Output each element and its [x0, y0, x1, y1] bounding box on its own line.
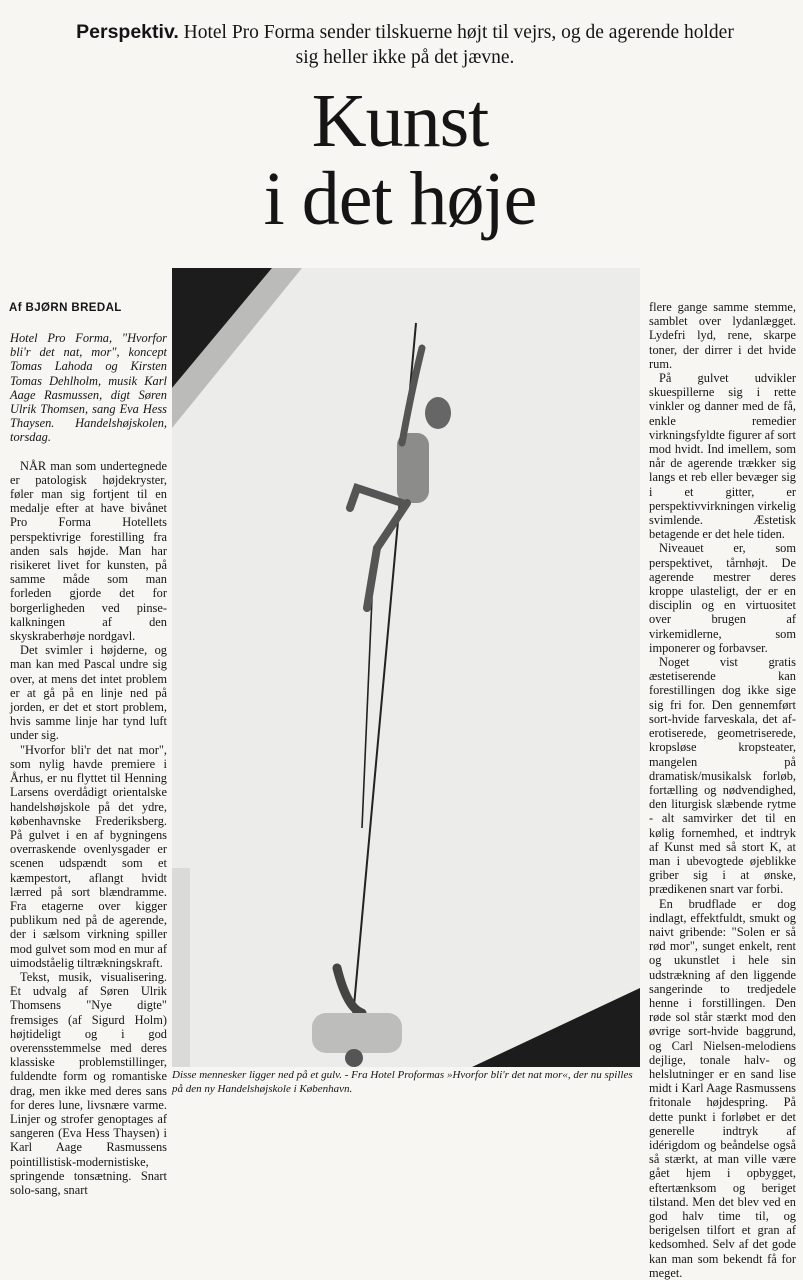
photo-caption: Disse mennesker ligger ned på et gulv. - Fra Hotel Proformas »Hvorfor bli'r det nat mor«, der nu spilles på den ny Handelshøjskole i København. [172, 1069, 633, 1095]
right-column [649, 300, 796, 1280]
paragraph: NÅR man som undertegnede er patologisk højdekryster, føler man sig fortjent til en medalje efter at have bivånet Pro Forma Hotellets perspektivrige forestilling fra anden sals højde. Man har risikeret livet for kunsten, på samme måde som man forleden gjorde det for borgerligheden ved pinse-kalkningen af den skyskraberhøje nordgavl. [10, 458, 167, 644]
kicker [70, 20, 740, 70]
performance-photo [172, 268, 640, 1067]
paragraph: På gulvet udvikler skuespillerne sig i rette vinkler og danner med de få, enkle remedier virkningsfyldte figurer af sort mod hvidt. Ind imellem, som når de agerende trækker sig langs et reb eller bevæger sig i et gitter, er perspektivvirkningen virkelig svimlende. Æstetisk betagende er det hele tiden. [649, 371, 796, 542]
headline-line-2: i det høje [263, 157, 537, 241]
headline-line-1: Kunst [311, 79, 489, 163]
paragraph: "Hvorfor bli'r det nat mor", som nylig havde premiere i Århus, er nu flyttet til Henning Larsens overdådigt orientalske handelshøjskole på det ydre, københavnske Frederiksberg. På gulvet i en af bygningens overraskende ovenlysgader er scenen udspændt som et kæmpestort, aflangt hvidt lærred på sort blændramme. Fra etagerne over kigger publikum ned på de agerende, der i sælsom virkning spiller mod gulvet som mod en mur af uimodståelig tiltrækningskraft. [10, 742, 167, 970]
headline [150, 79, 650, 241]
left-column [10, 331, 167, 1197]
paragraph: Det svimler i højderne, og man kan med Pascal undre sig over, at mens det intet problem er at gå på en linje ned på jorden, er det et stort problem, hvis samme linje har tynd luft under sig. [10, 643, 167, 743]
kicker-label: Perspektiv. [76, 21, 179, 43]
production-credits: Hotel Pro Forma, "Hvorfor bli'r det nat, mor", koncept Tomas Lahoda og Kirsten Tomas Dehlholm, musik Karl Aage Rasmussen, digt Søren Ulrik Thomsen, sang Eva Hess Thaysen. Handelshøjskolen, torsdag. [10, 331, 167, 445]
kicker-text: Hotel Pro Forma sender tilskuerne højt til vejrs, og de agerende holder sig heller ikke på det jævne. [183, 22, 734, 68]
paragraph: Tekst, musik, visualisering. Et udvalg af Søren Ulrik Thomsens "Nye digte" fremsiges (af Sigurd Holm) højtideligt og i god overensstemmelse med deres klassiske problemstillinger, fuldendte form og romantiske drag, men ikke med deres sans for deres lune, livsnære varme. Linjer og strofer genoptages af sangeren (Eva Hess Thaysen) i Karl Aage Rasmussens pointillistisk-modernistiske, springende tonsætning. Snart solo-sang, snart [10, 969, 167, 1197]
paragraph: Noget vist gratis æstetiserende kan forestillingen dog ikke sige sig fri for. Den gennemført sort-hvide farveskala, det af-erotiserede, geometriserede, kropsløse kropsteater, mangelen på dramatisk/musikalsk forløb, fortælling og nødvendighed, den liturgisk slæbende rytme - alt samvirker det til en kølig fornemhed, et indtryk af Kunst med så stort K, at man i ubevogtede øjeblikke griber sig i at ønske, prædikenen snart var forbi. [649, 655, 796, 897]
paragraph: En brudflade er dog indlagt, effektfuldt, smukt og naivt gribende: "Solen er så rød mor", sunget enkelt, rent og ukunstlet i hele sin udstrækning af den liggende sangerinde to tredjedele henne i forstillingen. Den røde sol står stærkt mod den øvrige sort-hvide baggrund, og Carl Nielsen-melodiens dejlige, tonale halv- og helslutninger er en sand lise midt i Karl Aage Rasmussens fritonale højdespring. På dette punkt i forløbet er det generelle indtryk af idérigdom og beåndelse også så stærkt, at man ville være gået hjem i opbygget, eftertænksom og beriget tilstand. Men det blev ved en god halv time til, og berigelsen tilfort et gran af kedsomhed. Selv af det gode kan man som bekendt få for meget. [649, 896, 796, 1280]
paragraph: Niveauet er, som perspektivet, tårnhøjt. De agerende mestrer deres kroppe ulasteligt, der er en disciplin og en virtuositet over brugen af virkemidlerne, som imponerer og forbavser. [649, 541, 796, 655]
paragraph: flere gange samme stemme, samblet over lydanlægget. Lydefri lyd, rene, skarpe toner, der dirrer i det hvide rum. [649, 300, 796, 371]
byline: Af BJØRN BREDAL [9, 302, 122, 314]
